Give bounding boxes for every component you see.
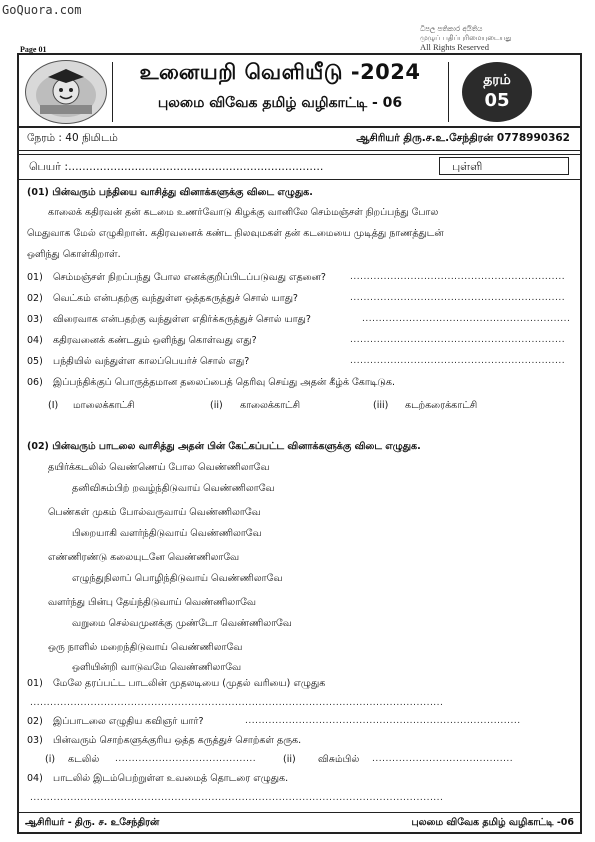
- q2-item-4-number: 04): [27, 773, 43, 784]
- q2-item-1-question: மேலே தரப்பட்ட பாடலின் முதலடியை (முதல் வரியை) எழுதுக: [53, 678, 326, 689]
- q1-item-1-number: 01): [27, 272, 43, 283]
- poem-stanza-2-line-1: பெண்கள் முகம் போல்வருவாய் வெண்ணிலாவே: [48, 507, 261, 518]
- option-3-text[interactable]: கடற்கரைக்காட்சி: [405, 400, 478, 411]
- q1-item-3-number: 03): [27, 314, 43, 325]
- q1-item-2-number: 02): [27, 293, 43, 304]
- header-divider-right: [448, 62, 449, 122]
- option-2-number: (ii): [210, 400, 223, 411]
- option-1-text[interactable]: மாலைக்காட்சி: [73, 400, 135, 411]
- grade-label: தரம்: [483, 72, 511, 88]
- q2-item-2-question: இப்பாடலை எழுதிய கவிஞர் யார்?: [53, 716, 204, 727]
- footer-guide-title: புலமை விவேக தமிழ் வழிகாட்டி -06: [411, 817, 574, 828]
- footer: [19, 812, 580, 833]
- q1-item-2-question: வெட்கம் என்பதற்கு வந்துள்ள ஒத்தகருத்துச் சொல் யாது?: [53, 293, 298, 304]
- q1-item-6-question: இப்பந்திக்குப் பொருத்தமான தலைப்பைத் தெரிவு செய்து அதன் கீழ்க் கோடிடுக.: [53, 377, 395, 388]
- time-row: [19, 128, 580, 151]
- q1-para-line-3: ஒளிந்து கொள்கிறாள்.: [27, 249, 121, 260]
- poem-stanza-1-line-1: தயிர்க்கடலில் வெண்ணெய் போல வெண்ணிலாவே: [48, 462, 270, 473]
- graduate-mascot-icon: [26, 61, 106, 123]
- logo-image: [25, 60, 107, 124]
- poem-stanza-3-line-2: எழுந்துநிலாப் பொழிந்திடுவாய் வெண்ணிலாவே: [72, 573, 283, 584]
- teacher-contact: ஆசிரியர் திரு.ச.உ.சேந்திரன் 0778990362: [356, 132, 570, 144]
- q2-sub-1-number: (i): [45, 754, 56, 765]
- q1-item-4-answer-line[interactable]: ................................................................: [350, 335, 566, 345]
- guide-title: புலமை விவேக தமிழ் வழிகாட்டி - 06: [157, 95, 403, 111]
- name-field[interactable]: பெயர் :.........................................................................: [29, 160, 324, 173]
- poem-stanza-4-line-1: வளர்ந்து பின்பு தேய்ந்திடுவாய் வெண்ணிலாவே: [48, 597, 256, 608]
- q2-item-4-answer-line[interactable]: ...........................................................................................................................: [30, 793, 444, 803]
- page-number: Page 01: [20, 45, 47, 54]
- rights-line-tamil: முழுப் பதிப்புரிமையுடையது: [420, 34, 512, 42]
- q1-item-1-question: செம்மஞ்சள் நிறப்பந்து போல எனக்குறிப்பிடப்படுவது எதனை?: [53, 272, 326, 283]
- q2-heading: (02) பின்வரும் பாடலை வாசித்து அதன் பின் கேட்கப்பட்ட வினாக்களுக்கு விடை எழுதுக.: [27, 441, 421, 452]
- grade-number: 05: [484, 90, 510, 111]
- q1-item-5-number: 05): [27, 356, 43, 367]
- option-2-text[interactable]: காலைக்காட்சி: [240, 400, 301, 411]
- q2-item-1-answer-line[interactable]: ...........................................................................................................................: [30, 698, 444, 708]
- grade-badge: [462, 62, 532, 122]
- q2-sub-1-word: கடலில்: [68, 754, 100, 765]
- rights-reserved: [420, 25, 590, 52]
- poem-stanza-2-line-2: பிறையாகி வளர்ந்திடுவாய் வெண்ணிலாவே: [72, 528, 262, 539]
- q1-item-2-answer-line[interactable]: ................................................................: [350, 293, 566, 303]
- q1-item-6-number: 06): [27, 377, 43, 388]
- time-allowed: நேரம் : 40 நிமிடம்: [27, 132, 118, 144]
- q1-item-3-answer-line[interactable]: ..............................................................: [362, 314, 571, 324]
- rights-line-sinhala: ධිපල පතිකාර අයිතිය: [420, 25, 483, 33]
- poem-stanza-4-line-2: வறுமை செல்வமுனக்கு முண்டோ வெண்ணிலாவே: [72, 618, 292, 629]
- publication-title: உனையறி வெளியீடு -2024: [139, 60, 421, 84]
- marks-box[interactable]: புள்ளி: [439, 157, 569, 175]
- q2-item-2-number: 02): [27, 716, 43, 727]
- watermark: GoQuora.com: [2, 3, 82, 17]
- poem-stanza-3-line-1: எண்ணிரண்டு கலையுடனே வெண்ணிலாவே: [48, 552, 240, 563]
- option-1-number: (I): [48, 400, 59, 411]
- name-row: [19, 154, 580, 180]
- q2-item-2-answer-line[interactable]: ..................................................................................: [245, 716, 521, 726]
- header-divider-left: [112, 62, 113, 122]
- q2-item-3-question: பின்வரும் சொற்களுக்குரிய ஒத்த கருத்துச் சொற்கள் தருக.: [53, 735, 302, 746]
- q1-item-3-question: விரைவாக என்பதற்கு வந்துள்ள எதிர்க்கருத்துச் சொல் யாது?: [53, 314, 311, 325]
- q1-item-5-answer-line[interactable]: ................................................................: [350, 356, 566, 366]
- q2-sub-1-answer-line[interactable]: ..........................................: [115, 754, 257, 764]
- q2-item-4-question: பாடலில் இடம்பெற்றுள்ள உவமைத் தொடரை எழுதுக.: [53, 773, 289, 784]
- poem-stanza-1-line-2: தனிவிசும்பிற் றவழ்ந்திடுவாய் வெண்ணிலாவே: [72, 483, 275, 494]
- rights-line-english: All Rights Reserved: [420, 42, 489, 52]
- q1-item-5-question: பந்தியில் வந்துள்ள காலப்பெயர்ச் சொல் எது?: [53, 356, 250, 367]
- q1-heading: (01) பின்வரும் பந்தியை வாசித்து வினாக்களுக்கு விடை எழுதுக.: [27, 187, 313, 198]
- q2-item-1-number: 01): [27, 678, 43, 689]
- q1-item-4-question: கதிரவனைக் கண்டதும் ஒளிந்து கொள்வது எது?: [53, 335, 257, 346]
- q1-para-line-1: காலைக் கதிரவன் தன் கடமை உணர்வோடு கிழக்கு வானிலே செம்மஞ்சள் நிறப்பந்து போல: [48, 207, 439, 218]
- option-3-number: (iii): [373, 400, 389, 411]
- poem-stanza-5-line-1: ஒரு நாளில் மறைந்திடுவாய் வெண்ணிலாவே: [48, 642, 243, 653]
- footer-teacher: ஆசிரியர் - திரு. ச. உசேந்திரன்: [25, 817, 160, 828]
- q1-item-1-answer-line[interactable]: ................................................................: [350, 272, 566, 282]
- q2-sub-2-number: (ii): [283, 754, 296, 765]
- q2-item-3-number: 03): [27, 735, 43, 746]
- q2-sub-2-word: விசும்பில்: [318, 754, 360, 765]
- q2-sub-2-answer-line[interactable]: ..........................................: [372, 754, 514, 764]
- q1-para-line-2: மெதுவாக மேல் எழுகிறான். கதிரவனைக் கண்ட நிலவுமகள் தன் கடமையை முடித்து நாணத்துடன்: [27, 228, 444, 239]
- q1-item-4-number: 04): [27, 335, 43, 346]
- poem-stanza-5-line-2: ஒளியின்றி வாடுவமே வெண்ணிலாவே: [72, 662, 242, 673]
